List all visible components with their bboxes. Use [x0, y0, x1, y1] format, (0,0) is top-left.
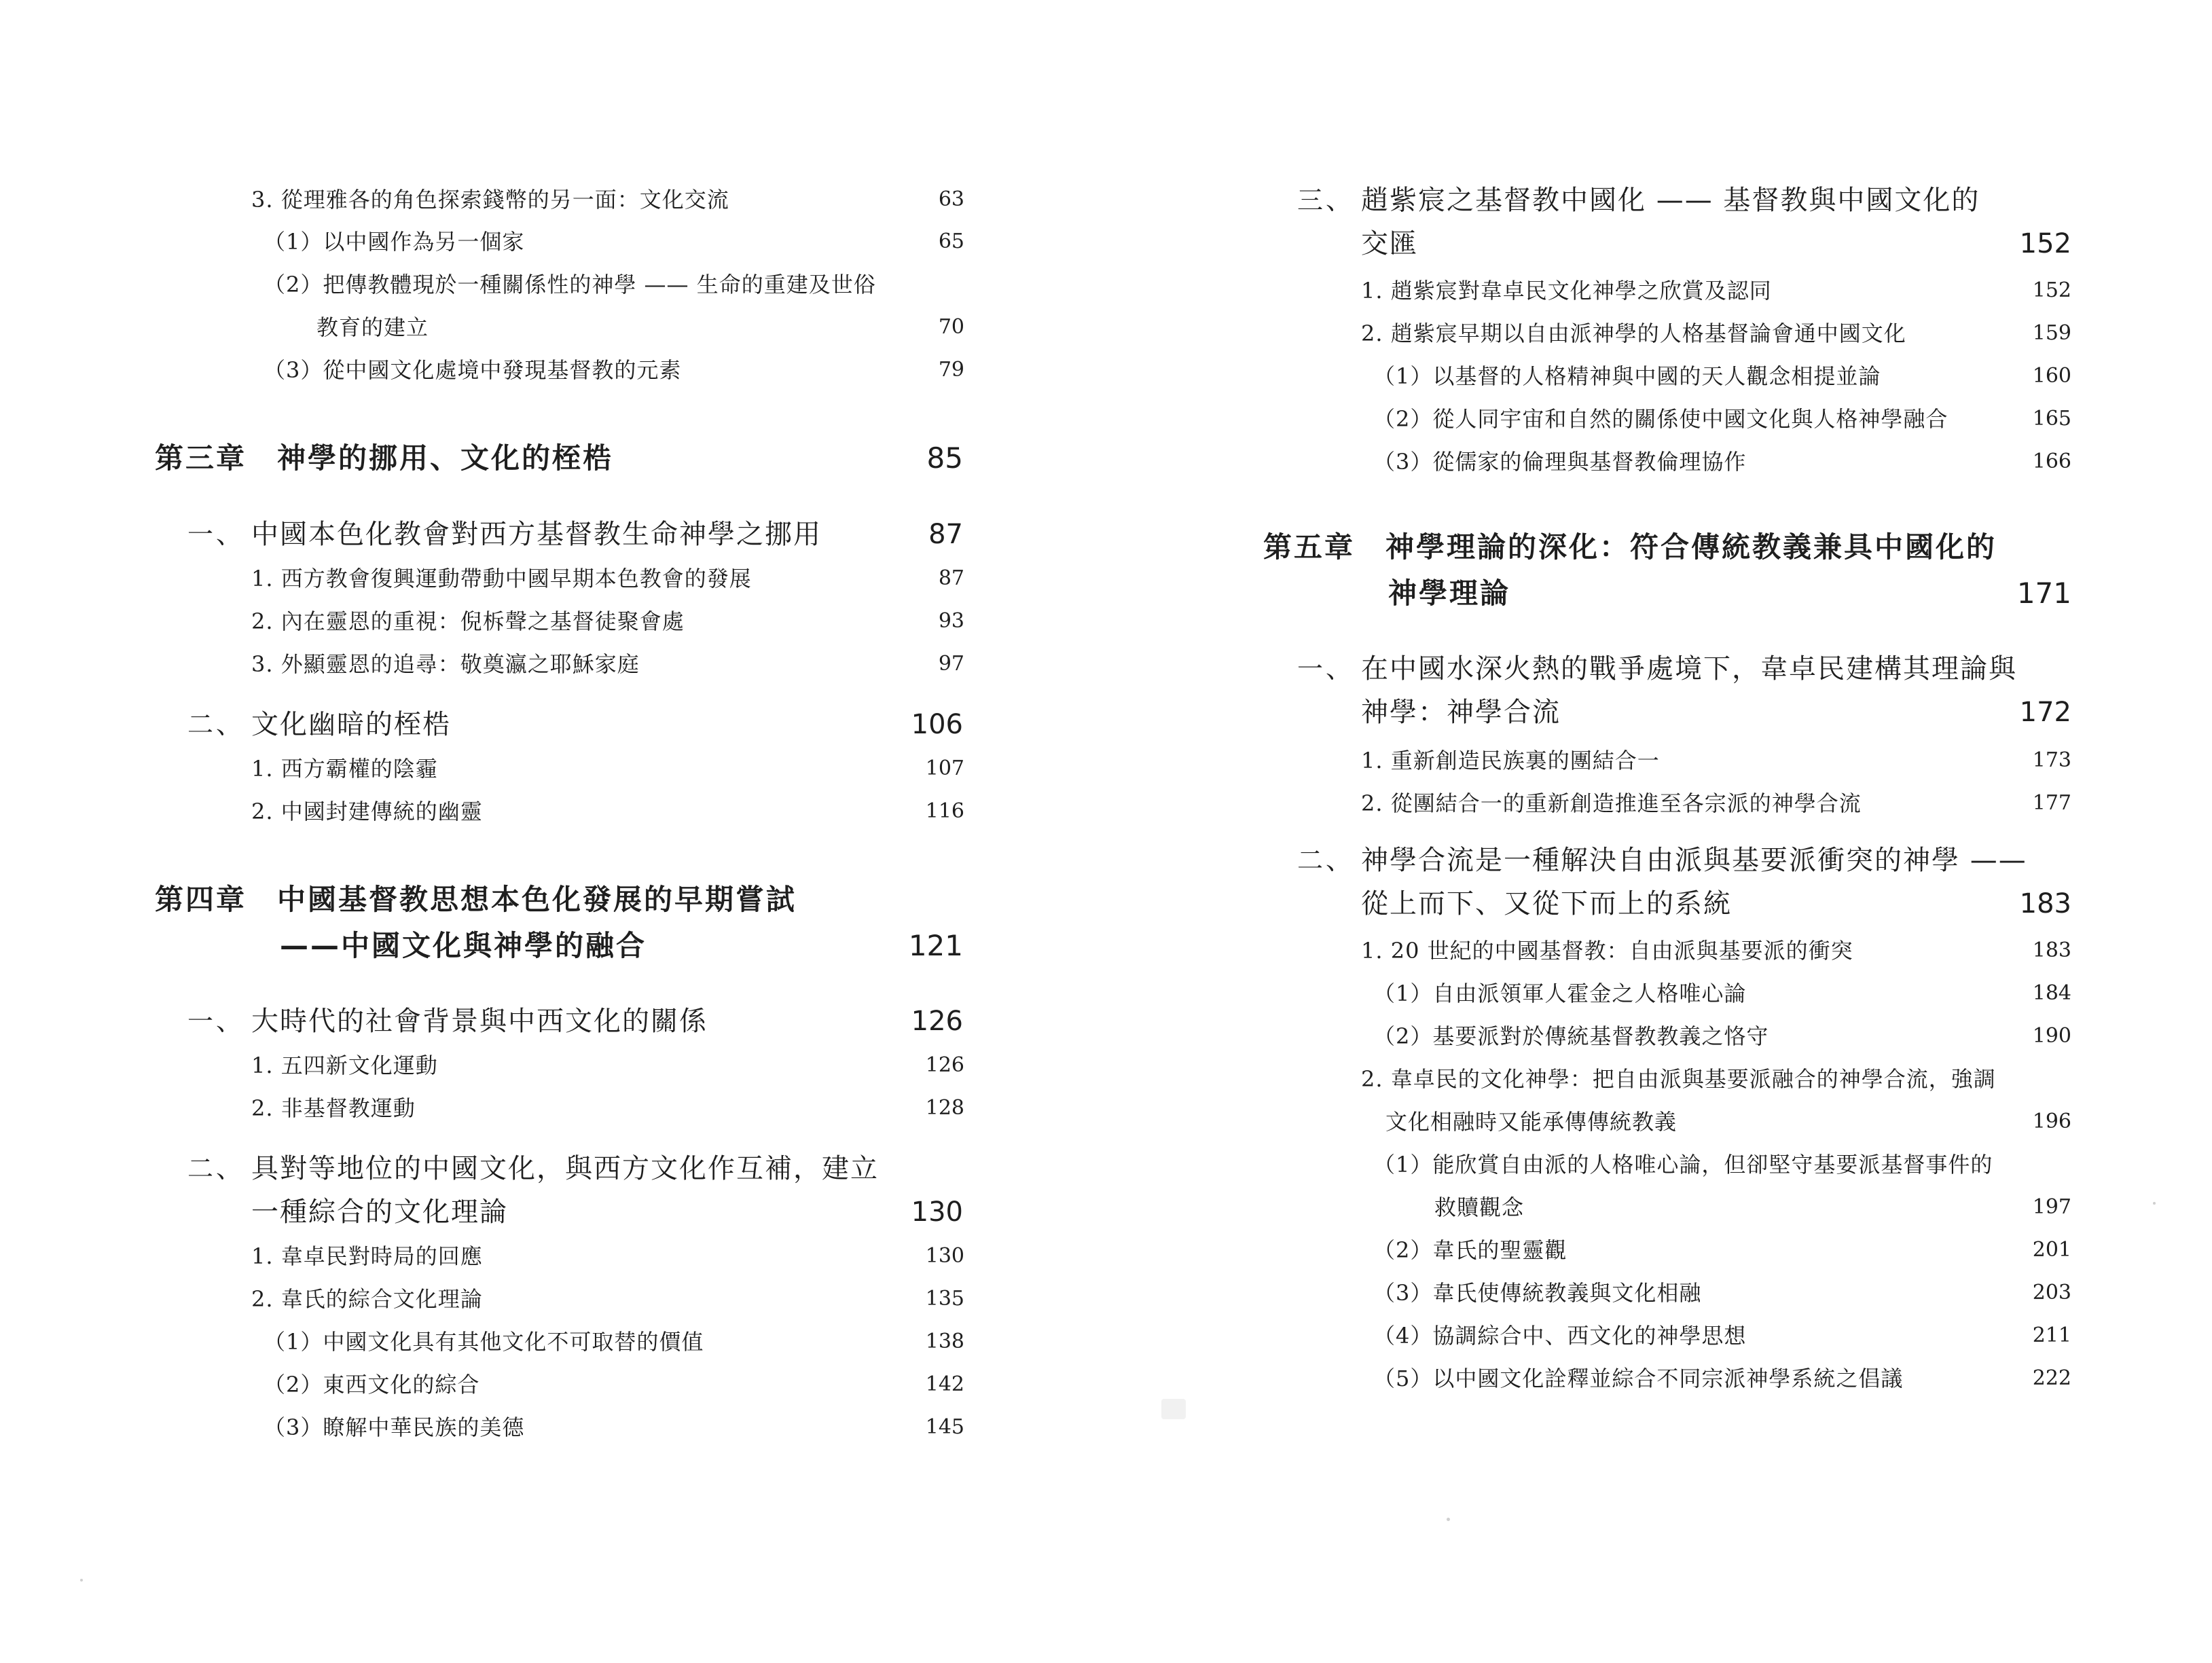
entry-page: 211 [2032, 1323, 2071, 1347]
entry-page: 142 [925, 1372, 964, 1396]
section-title: 中國本色化教會對西方基督教生命神學之挪用 [251, 519, 822, 550]
section-page: 87 [928, 519, 963, 550]
section-page: 172 [2019, 697, 2071, 728]
entry-title: （2）基要派對於傳統基督教教義之恪守 [1373, 1023, 1769, 1049]
entry-page: 197 [2032, 1195, 2071, 1219]
entry-title: （5）以中國文化詮釋並綜合不同宗派神學系統之倡議 [1373, 1366, 1904, 1391]
entry-title: 1. 西方教會復興運動帶動中國早期本色教會的發展 [251, 566, 752, 591]
entry-title: 教育的建立 [316, 314, 429, 340]
entry-page: 160 [2032, 364, 2071, 388]
entry-page: 116 [925, 799, 964, 823]
scan-smudge [1161, 1399, 1186, 1419]
entry-title: （2）東西文化的綜合 [264, 1372, 480, 1397]
entry-page: 159 [2032, 321, 2071, 345]
section-title: 文化幽暗的桎梏 [251, 709, 451, 740]
entry-page: 183 [2032, 938, 2071, 962]
entry-title: 2. 內在靈恩的重視：倪柝聲之基督徒聚會處 [251, 608, 685, 634]
entry-title: 救贖觀念 [1434, 1194, 1525, 1220]
section-marker: 一、 [187, 1006, 245, 1036]
entry-title: 2. 韋氏的綜合文化理論 [251, 1286, 483, 1312]
section-page: 183 [2019, 888, 2071, 919]
section-marker: 二、 [1297, 845, 1355, 875]
section-page: 130 [911, 1196, 963, 1228]
section-title: 神學合流是一種解決自由派與基要派衝突的神學 —— [1361, 845, 2027, 876]
section-title: 大時代的社會背景與中西文化的關係 [251, 1006, 708, 1037]
section-marker: 一、 [187, 519, 245, 549]
entry-page: 184 [2032, 981, 2071, 1005]
entry-page: 130 [925, 1244, 964, 1268]
section-marker: 二、 [187, 710, 245, 739]
entry-page: 97 [938, 652, 964, 676]
entry-title: 文化相融時又能承傳傳統教義 [1385, 1109, 1678, 1135]
entry-page: 152 [2032, 278, 2071, 302]
section-marker: 一、 [1297, 654, 1355, 684]
entry-page: 165 [2032, 407, 2071, 431]
entry-page: 173 [2032, 748, 2071, 772]
scan-speck [2153, 1202, 2156, 1205]
section-title: 一種綜合的文化理論 [251, 1196, 508, 1228]
section-title: 在中國水深火熱的戰爭處境下，韋卓民建構其理論與 [1361, 653, 2017, 684]
entry-title: （3）韋氏使傳統教義與文化相融 [1373, 1280, 1702, 1306]
entry-title: 2. 趙紫宸早期以自由派神學的人格基督論會通中國文化 [1361, 321, 1906, 346]
section-title: 具對等地位的中國文化，與西方文化作互補，建立 [251, 1153, 879, 1184]
entry-title: 2. 韋卓民的文化神學：把自由派與基要派融合的神學合流，強調 [1361, 1066, 1996, 1092]
entry-title: 2. 中國封建傳統的幽靈 [251, 799, 483, 824]
section-marker: 三、 [1297, 185, 1355, 215]
entry-title: （3）從中國文化處境中發現基督教的元素 [264, 357, 682, 383]
entry-title: （2）從人同宇宙和自然的關係使中國文化與人格神學融合 [1373, 406, 1948, 432]
chapter-title: 第四章 中國基督教思想本色化發展的早期嘗試 [155, 883, 797, 916]
entry-page: 63 [938, 187, 964, 211]
entry-page: 201 [2032, 1238, 2071, 1262]
entry-title: 1. 西方霸權的陰霾 [251, 756, 438, 782]
entry-page: 196 [2032, 1110, 2071, 1133]
chapter-title: 第三章 神學的挪用、文化的桎梏 [155, 441, 614, 475]
entry-title: （2）把傳教體現於一種關係性的神學 —— 生命的重建及世俗 [264, 272, 876, 297]
entry-title: （1）以基督的人格精神與中國的天人觀念相提並論 [1373, 363, 1881, 389]
section-page: 126 [911, 1006, 963, 1037]
entry-title: 1. 重新創造民族裏的團結合一 [1361, 748, 1660, 773]
right-page [1106, 0, 2212, 1663]
entry-page: 177 [2032, 791, 2071, 815]
entry-page: 222 [2032, 1366, 2071, 1390]
section-title: 從上而下、又從下而上的系統 [1361, 888, 1732, 919]
entry-title: 1. 趙紫宸對韋卓民文化神學之欣賞及認同 [1361, 278, 1772, 304]
entry-page: 70 [938, 315, 964, 339]
entry-page: 190 [2032, 1024, 2071, 1048]
entry-page: 128 [925, 1096, 964, 1120]
entry-page: 93 [938, 609, 964, 633]
chapter-title: 第五章 神學理論的深化：符合傳統教義兼具中國化的 [1263, 530, 1997, 564]
entry-page: 145 [925, 1415, 964, 1439]
section-title: 神學：神學合流 [1361, 697, 1561, 728]
section-title: 交匯 [1361, 228, 1418, 259]
entry-page: 107 [925, 756, 964, 780]
entry-page: 87 [938, 566, 964, 590]
entry-title: （1）以中國作為另一個家 [264, 229, 525, 255]
entry-title: （3）瞭解中華民族的美德 [264, 1414, 525, 1440]
entry-page: 126 [925, 1053, 964, 1077]
entry-title: （3）從儒家的倫理與基督教倫理協作 [1373, 449, 1747, 475]
entry-title: 1. 20 世紀的中國基督教：自由派與基要派的衝突 [1361, 938, 1853, 964]
entry-title: （1）中國文化具有其他文化不可取替的價值 [264, 1329, 704, 1355]
scan-speck [1447, 1518, 1450, 1521]
entry-title: 2. 從團結合一的重新創造推進至各宗派的神學合流 [1361, 790, 1862, 816]
entry-title: 1. 韋卓民對時局的回應 [251, 1243, 483, 1269]
entry-title: 1. 五四新文化運動 [251, 1053, 438, 1078]
entry-title: （4）協調綜合中、西文化的神學思想 [1373, 1323, 1747, 1349]
entry-page: 203 [2032, 1281, 2071, 1304]
chapter-title: 神學理論 [1388, 577, 1511, 610]
entry-page: 135 [925, 1287, 964, 1311]
chapter-title: ——中國文化與神學的融合 [280, 929, 647, 962]
scan-speck [80, 1579, 83, 1582]
section-page: 106 [911, 709, 963, 740]
section-title: 趙紫宸之基督教中國化 —— 基督教與中國文化的 [1361, 185, 1980, 216]
entry-title: 2. 非基督教運動 [251, 1095, 416, 1121]
entry-title: （1）能欣賞自由派的人格唯心論，但卻堅守基要派基督事件的 [1373, 1152, 1993, 1177]
entry-title: 3. 外顯靈恩的追尋：敬奠瀛之耶穌家庭 [251, 651, 640, 677]
entry-page: 166 [2032, 450, 2071, 473]
entry-title: （1）自由派領軍人霍金之人格唯心論 [1373, 981, 1747, 1006]
section-marker: 二、 [187, 1154, 245, 1184]
entry-page: 65 [938, 230, 964, 253]
chapter-page: 171 [2016, 577, 2071, 610]
entry-title: 3. 從理雅各的角色探索錢幣的另一面：文化交流 [251, 187, 729, 213]
entry-page: 138 [925, 1330, 964, 1353]
section-page: 152 [2019, 228, 2071, 259]
entry-title: （2）韋氏的聖靈觀 [1373, 1237, 1567, 1263]
chapter-page: 121 [908, 929, 963, 962]
chapter-page: 85 [926, 441, 963, 475]
entry-page: 79 [938, 358, 964, 382]
